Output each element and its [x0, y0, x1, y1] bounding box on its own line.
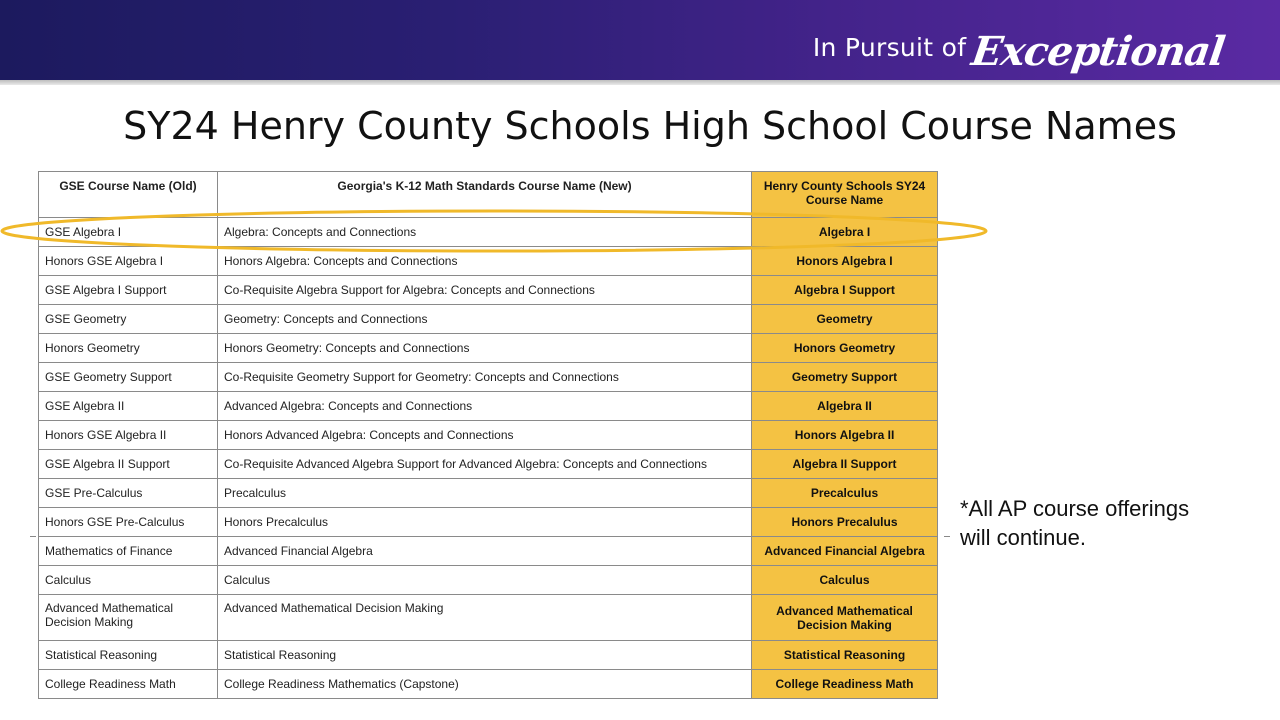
table-row [39, 479, 938, 508]
hcs-course-cell: Honors Geometry [752, 334, 938, 363]
new-course-cell: Honors Precalculus [218, 508, 752, 537]
new-course-cell: Co-Requisite Algebra Support for Algebra: Concepts and Connections [218, 276, 752, 305]
table-header-row [39, 172, 938, 218]
old-course-cell: Honors Geometry [39, 334, 218, 363]
new-course-cell: Honors Advanced Algebra: Concepts and Connections [218, 421, 752, 450]
course-names-table [38, 171, 938, 699]
new-course-cell: College Readiness Mathematics (Capstone) [218, 670, 752, 699]
old-course-cell: GSE Pre-Calculus [39, 479, 218, 508]
left-tick-mark [30, 536, 36, 537]
hcs-course-cell: Algebra I [752, 218, 938, 247]
hcs-course-cell: Advanced Mathematical Decision Making [752, 595, 938, 641]
hcs-course-cell: Honors Algebra I [752, 247, 938, 276]
old-course-cell: Statistical Reasoning [39, 641, 218, 670]
table-row [39, 421, 938, 450]
table-row [39, 392, 938, 421]
banner-divider [0, 80, 1280, 85]
hcs-course-cell: Algebra II Support [752, 450, 938, 479]
table-row [39, 218, 938, 247]
tagline-prefix: In Pursuit of [812, 33, 967, 62]
table-row [39, 363, 938, 392]
table-row [39, 641, 938, 670]
old-course-cell: Mathematics of Finance [39, 537, 218, 566]
table-row [39, 334, 938, 363]
new-course-cell: Advanced Mathematical Decision Making [218, 595, 752, 641]
new-course-cell: Advanced Algebra: Concepts and Connections [218, 392, 752, 421]
old-course-cell: Honors GSE Pre-Calculus [39, 508, 218, 537]
old-course-cell: College Readiness Math [39, 670, 218, 699]
new-course-cell: Calculus [218, 566, 752, 595]
tagline-script-logo: Exceptional [969, 28, 1228, 75]
table-row [39, 508, 938, 537]
old-course-cell: GSE Algebra I [39, 218, 218, 247]
old-course-cell: GSE Geometry Support [39, 363, 218, 392]
table-row [39, 247, 938, 276]
new-course-cell: Precalculus [218, 479, 752, 508]
hcs-course-cell: College Readiness Math [752, 670, 938, 699]
slide-title: SY24 Henry County Schools High School Course Names [123, 104, 1177, 148]
new-course-cell: Co-Requisite Advanced Algebra Support for Advanced Algebra: Concepts and Connections [218, 450, 752, 479]
old-course-cell: Honors GSE Algebra I [39, 247, 218, 276]
new-course-cell: Honors Geometry: Concepts and Connections [218, 334, 752, 363]
brand-tagline [812, 22, 1228, 75]
new-course-cell: Co-Requisite Geometry Support for Geometry: Concepts and Connections [218, 363, 752, 392]
old-course-cell: GSE Algebra I Support [39, 276, 218, 305]
table-row [39, 566, 938, 595]
old-course-cell: GSE Algebra II Support [39, 450, 218, 479]
header-banner [0, 0, 1280, 80]
hcs-course-cell: Geometry [752, 305, 938, 334]
header-hcs-course: Henry County Schools SY24 Course Name [752, 172, 938, 218]
new-course-cell: Honors Algebra: Concepts and Connections [218, 247, 752, 276]
table-row [39, 670, 938, 699]
header-old-course: GSE Course Name (Old) [39, 172, 218, 218]
hcs-course-cell: Calculus [752, 566, 938, 595]
new-course-cell: Advanced Financial Algebra [218, 537, 752, 566]
right-tick-mark [944, 536, 950, 537]
table-row [39, 595, 938, 641]
new-course-cell: Geometry: Concepts and Connections [218, 305, 752, 334]
old-course-cell: Advanced Mathematical Decision Making [39, 595, 218, 641]
table-row [39, 537, 938, 566]
new-course-cell: Algebra: Concepts and Connections [218, 218, 752, 247]
hcs-course-cell: Honors Algebra II [752, 421, 938, 450]
hcs-course-cell: Algebra I Support [752, 276, 938, 305]
old-course-cell: GSE Geometry [39, 305, 218, 334]
hcs-course-cell: Geometry Support [752, 363, 938, 392]
hcs-course-cell: Statistical Reasoning [752, 641, 938, 670]
hcs-course-cell: Algebra II [752, 392, 938, 421]
hcs-course-cell: Precalculus [752, 479, 938, 508]
hcs-course-cell: Honors Precalulus [752, 508, 938, 537]
table-row [39, 305, 938, 334]
header-new-course: Georgia's K-12 Math Standards Course Name (New) [218, 172, 752, 218]
old-course-cell: Honors GSE Algebra II [39, 421, 218, 450]
old-course-cell: GSE Algebra II [39, 392, 218, 421]
ap-course-note: *All AP course offerings will continue. [960, 496, 1190, 550]
table-row [39, 450, 938, 479]
table-row [39, 276, 938, 305]
old-course-cell: Calculus [39, 566, 218, 595]
new-course-cell: Statistical Reasoning [218, 641, 752, 670]
hcs-course-cell: Advanced Financial Algebra [752, 537, 938, 566]
